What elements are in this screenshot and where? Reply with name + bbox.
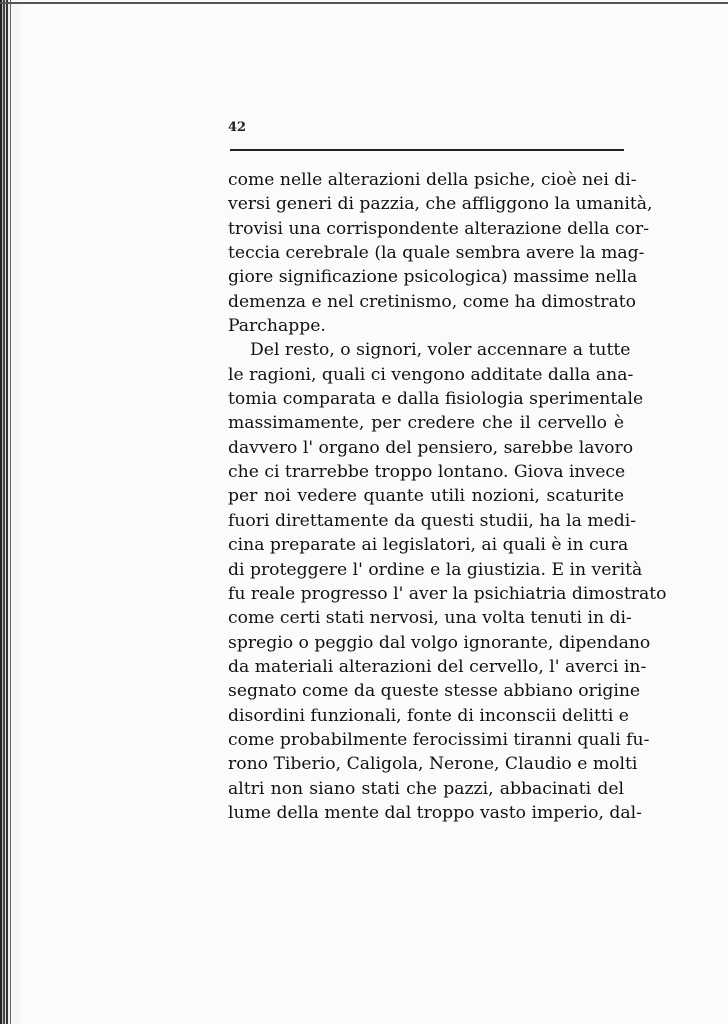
header-rule: [230, 149, 624, 151]
text-line: tomia comparata e dalla fisiologia sperimentale: [228, 389, 644, 410]
text-line: demenza e nel cretinismo, come ha dimostrato: [228, 291, 636, 312]
text-line: rono Tiberio, Caligola, Nerone, Claudio e molti: [228, 754, 638, 775]
text-line: Del resto, o signori, voler accennare a tutte: [250, 340, 631, 361]
page-top-edge: [0, 2, 728, 4]
text-line: per noi vedere quante utili nozioni, scaturite: [228, 486, 624, 507]
text-line: da materiali alterazioni del cervello, l' averci in-: [228, 656, 647, 677]
text-line: disordini funzionali, fonte di inconscii delitti e: [228, 705, 629, 726]
body-text: [228, 168, 667, 825]
text-line: trovisi una corrispondente alterazione della cor-: [228, 218, 650, 239]
text-line: giore significazione psicologica) massime nella: [228, 267, 638, 288]
text-line: teccia cerebrale (la quale sembra avere la mag-: [228, 243, 645, 264]
text-line: Parchappe.: [228, 316, 326, 337]
text-line: di proteggere l' ordine e la giustizia. E in verità: [228, 559, 643, 580]
text-line: che ci trarrebbe troppo lontano. Giova invece: [228, 462, 626, 483]
text-line: lume della mente dal troppo vasto imperio, dal-: [228, 802, 642, 823]
text-line: cina preparate ai legislatori, ai quali è in cura: [228, 535, 629, 556]
text-line: come certi stati nervosi, una volta tenuti in di-: [228, 608, 632, 629]
text-line: davvero l' organo del pensiero, sarebbe lavoro: [228, 437, 634, 458]
page-number: 42: [228, 120, 247, 135]
text-line: massimamente, per credere che il cervello è: [228, 413, 624, 434]
text-line: come nelle alterazioni della psiche, cioè nei di-: [228, 170, 637, 190]
text-line: fu reale progresso l' aver la psichiatria dimostrato: [228, 583, 667, 604]
text-line: segnato come da queste stesse abbiano origine: [228, 681, 641, 702]
text-line: altri non siano stati che pazzi, abbacinati del: [228, 778, 624, 799]
text-line: versi generi di pazzia, che affliggono la umanità,: [228, 194, 653, 215]
text-line: come probabilmente ferocissimi tiranni quali fu-: [228, 729, 650, 750]
text-line: le ragioni, quali ci vengono additate dalla ana-: [228, 364, 634, 385]
text-line: spregio o peggio dal volgo ignorante, dipendano: [228, 632, 651, 653]
book-binding-edge: [0, 0, 20, 1024]
text-line: fuori direttamente da questi studii, ha la medi-: [228, 510, 637, 531]
